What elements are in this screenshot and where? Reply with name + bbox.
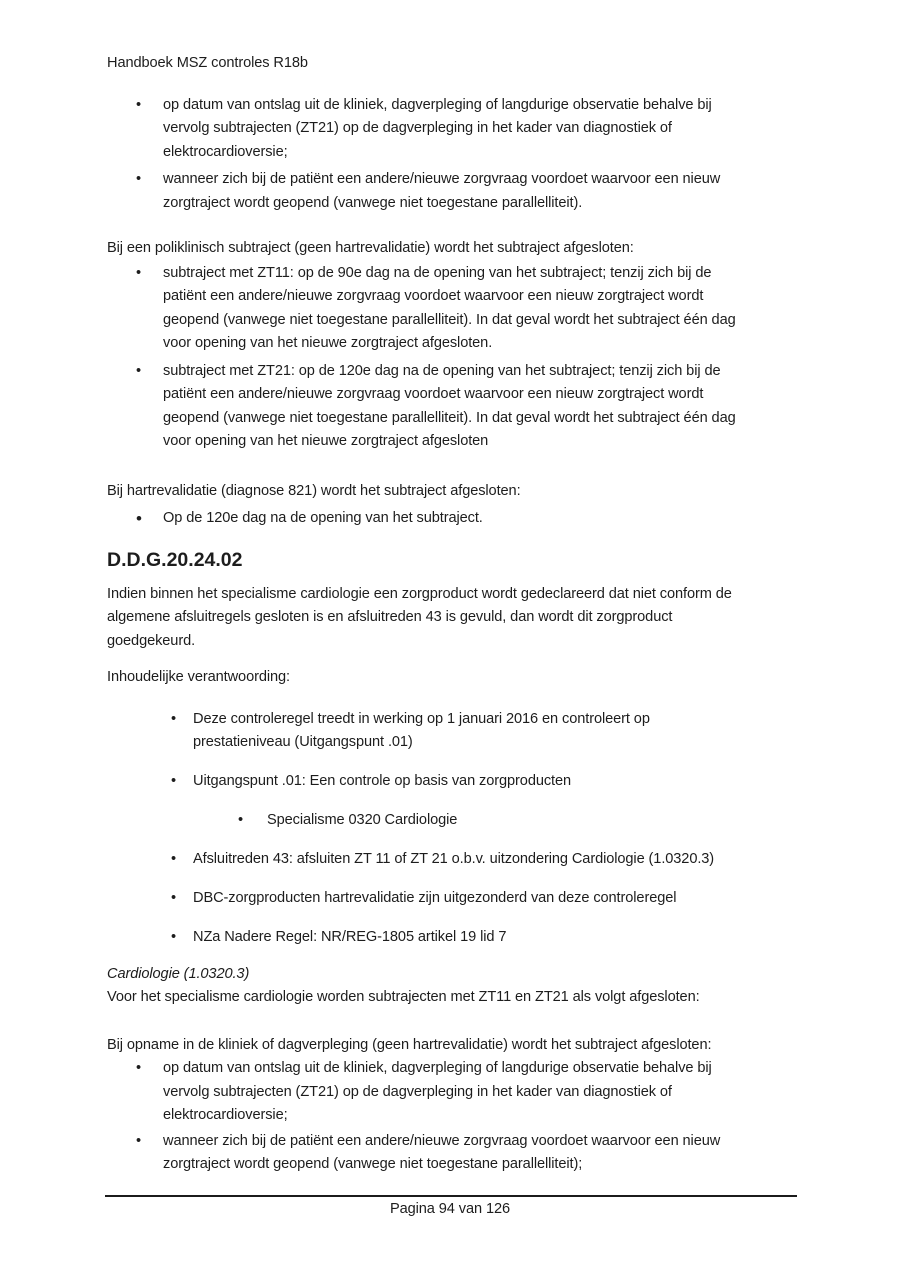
- subheading-cardiologie: Cardiologie (1.0320.3): [107, 965, 250, 982]
- list-item: [107, 887, 795, 911]
- text-line: voor opening van het nieuwe zorgtraject afgesloten.: [163, 335, 493, 351]
- text-line: op datum van ontslag uit de kliniek, dagverpleging of langdurige observatie behalve bij: [163, 1060, 712, 1076]
- text-line: elektrocardioversie;: [163, 143, 288, 160]
- bullet-icon: •: [136, 96, 142, 113]
- text-line: wanneer zich bij de patiënt een andere/nieuwe zorgvraag voordoet waarvoor een nieuw: [163, 1132, 721, 1149]
- text-line: vervolg subtrajecten (ZT21) op de dagverpleging in het kader van diagnostiek of: [163, 120, 672, 136]
- text-line: Uitgangspunt .01: Een controle op basis van zorgproducten: [193, 773, 572, 789]
- bullet-list-hartrevalidatie: [107, 507, 795, 531]
- bullet-icon: •: [136, 264, 142, 281]
- page-header-title: Handboek MSZ controles R18b: [107, 55, 308, 71]
- bullet-icon: •: [171, 773, 177, 789]
- text-line: geopend (vanwege niet toegestane parallelliteit). In dat geval wordt het subtraject één dag: [163, 409, 736, 426]
- text-line: wanneer zich bij de patiënt een andere/nieuwe zorgvraag voordoet waarvoor een nieuw: [163, 171, 721, 187]
- text-line: zorgtraject wordt geopend (vanwege niet toegestane parallelliteit);: [163, 1156, 583, 1172]
- bullet-icon: •: [136, 171, 142, 187]
- text-line: Afsluitreden 43: afsluiten ZT 11 of ZT 21 o.b.v. uitzondering Cardiologie (1.0320.3): [193, 851, 715, 867]
- list-item: [107, 168, 795, 215]
- text-line: algemene afsluitregels gesloten is en afsluitreden 43 is gevuld, dan wordt dit zorgproduct: [107, 609, 673, 625]
- text-line: subtraject met ZT21: op de 120e dag na de opening van het subtraject; tenzij zich bij de: [163, 362, 721, 379]
- bullet-icon: •: [136, 1132, 142, 1149]
- text-line: Deze controleregel treedt in werking op 1 januari 2016 en controleert op: [193, 710, 650, 727]
- text-line: Indien binnen het specialisme cardiologie een zorgproduct wordt gedeclareerd dat niet conform de: [107, 585, 732, 602]
- bullet-icon: •: [171, 710, 177, 727]
- footer-divider: [105, 1195, 797, 1197]
- bullet-icon: •: [171, 929, 177, 945]
- text-line: patiënt een andere/nieuwe zorgvraag voordoet waarvoor een nieuw zorgtraject wordt: [163, 386, 704, 402]
- bullet-list-opname: [107, 1057, 795, 1177]
- bullet-list-verantwoording: [107, 708, 795, 950]
- paragraph-rule-description: [107, 583, 795, 654]
- text-line: Specialisme 0320 Cardiologie: [267, 812, 458, 828]
- text-line: Op de 120e dag na de opening van het subtraject.: [163, 510, 483, 526]
- text-line: geopend (vanwege niet toegestane parallelliteit). In dat geval wordt het subtraject één dag: [163, 311, 736, 328]
- paragraph-poliklinisch-intro: Bij een poliklinisch subtraject (geen hartrevalidatie) wordt het subtraject afgesloten:: [107, 240, 634, 256]
- bullet-icon: •: [171, 890, 177, 906]
- list-item: [107, 708, 795, 755]
- paragraph-opname-intro: Bij opname in de kliniek of dagverpleging (geen hartrevalidatie) wordt het subtraject afgesloten:: [107, 1036, 712, 1053]
- bullet-icon: •: [171, 851, 177, 867]
- text-line: zorgtraject wordt geopend (vanwege niet toegestane parallelliteit).: [163, 194, 583, 211]
- bullet-list-ontslag: [107, 94, 795, 216]
- text-line: patiënt een andere/nieuwe zorgvraag voordoet waarvoor een nieuw zorgtraject wordt: [163, 288, 704, 304]
- bullet-icon: •: [136, 509, 142, 528]
- text-line: voor opening van het nieuwe zorgtraject afgesloten: [163, 433, 489, 449]
- list-item: [107, 848, 795, 872]
- bullet-list-poliklinisch: [107, 262, 795, 454]
- text-line: prestatieniveau (Uitgangspunt .01): [193, 734, 413, 750]
- list-item: [107, 1130, 795, 1177]
- text-line: elektrocardioversie;: [163, 1107, 288, 1123]
- list-item: [107, 360, 795, 454]
- page-number: Pagina 94 van 126: [389, 1201, 511, 1217]
- text-line: DBC-zorgproducten hartrevalidatie zijn uitgezonderd van deze controleregel: [193, 890, 677, 906]
- bullet-icon: •: [136, 1060, 142, 1076]
- list-item: [107, 507, 795, 531]
- list-item: [107, 262, 795, 356]
- text-line: goedgekeurd.: [107, 632, 196, 649]
- list-item: [107, 94, 795, 165]
- list-item: [107, 770, 795, 794]
- list-item-nested: [107, 809, 795, 833]
- paragraph-cardiologie-intro: Voor het specialisme cardiologie worden subtrajecten met ZT11 en ZT21 als volgt afgesloten:: [107, 989, 700, 1005]
- bullet-icon: •: [238, 812, 244, 828]
- list-item: [107, 926, 795, 950]
- paragraph-verantwoording-label: Inhoudelijke verantwoording:: [107, 669, 290, 685]
- bullet-icon: •: [136, 362, 142, 379]
- text-line: NZa Nadere Regel: NR/REG-1805 artikel 19 lid 7: [193, 929, 507, 945]
- rule-code-heading: D.D.G.20.24.02: [107, 548, 243, 571]
- paragraph-hartrevalidatie-intro: Bij hartrevalidatie (diagnose 821) wordt het subtraject afgesloten:: [107, 482, 521, 499]
- text-line: vervolg subtrajecten (ZT21) op de dagverpleging in het kader van diagnostiek of: [163, 1083, 672, 1100]
- text-line: subtraject met ZT11: op de 90e dag na de opening van het subtraject; tenzij zich bij de: [163, 264, 712, 281]
- text-line: op datum van ontslag uit de kliniek, dagverpleging of langdurige observatie behalve bij: [163, 96, 712, 113]
- list-item: [107, 1057, 795, 1128]
